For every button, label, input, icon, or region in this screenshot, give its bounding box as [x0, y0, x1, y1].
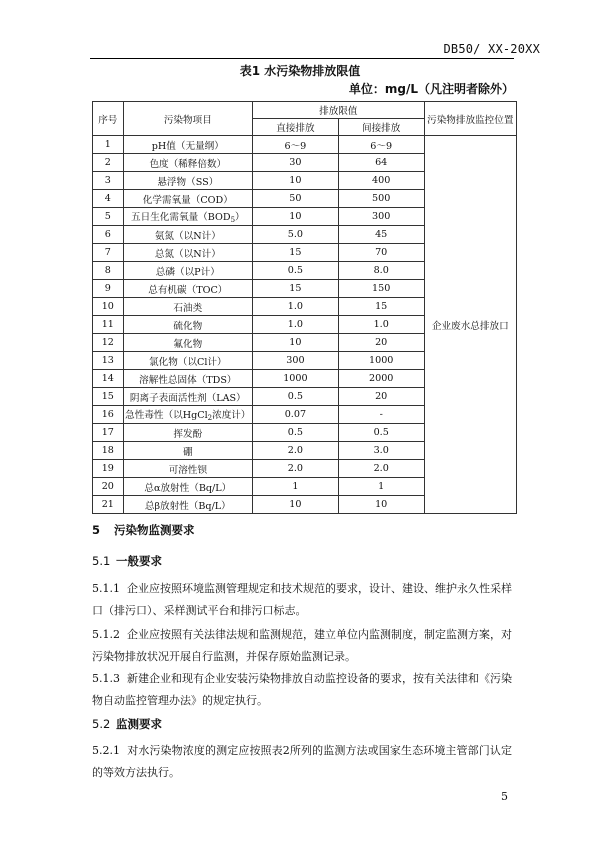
cell-no: 6 — [93, 226, 124, 244]
cell-item: 石油类 — [123, 298, 252, 316]
cell-indirect: 500 — [338, 190, 424, 208]
cell-no: 21 — [93, 496, 124, 514]
cell-item: 挥发酚 — [123, 424, 252, 442]
clause-number: 5.1.2 — [92, 628, 120, 641]
cell-no: 10 — [93, 298, 124, 316]
cell-indirect: 15 — [338, 298, 424, 316]
paragraph-5-2-1 — [92, 740, 512, 784]
cell-direct: 30 — [253, 154, 339, 172]
cell-indirect: 20 — [338, 334, 424, 352]
section-5-1-heading — [92, 553, 162, 569]
cell-direct: 1.0 — [253, 316, 339, 334]
cell-item: 阴离子表面活性剂（LAS） — [123, 388, 252, 406]
cell-item: 总β放射性（Bq/L） — [123, 496, 252, 514]
cell-indirect: 150 — [338, 280, 424, 298]
cell-item: pH值（无量纲） — [123, 136, 252, 154]
unit-note: 单位：mg/L（凡注明者除外） — [348, 82, 514, 96]
cell-indirect: 300 — [338, 208, 424, 226]
paragraph-5-1-1 — [92, 578, 512, 622]
cell-item: 总α放射性（Bq/L） — [123, 478, 252, 496]
paragraph-5-1-3 — [92, 668, 512, 712]
table-row — [93, 136, 517, 154]
cell-indirect: 1 — [338, 478, 424, 496]
item-text: ） — [235, 212, 245, 223]
cell-direct: 50 — [253, 190, 339, 208]
cell-direct: 15 — [253, 280, 339, 298]
cell-no: 20 — [93, 478, 124, 496]
cell-direct: 0.07 — [253, 406, 339, 424]
cell-no: 19 — [93, 460, 124, 478]
item-text: 急性毒性（以HgCl — [125, 410, 208, 421]
cell-indirect: 0.5 — [338, 424, 424, 442]
section-number: 5 — [92, 523, 101, 537]
cell-indirect: 3.0 — [338, 442, 424, 460]
cell-item: 氟化物 — [123, 334, 252, 352]
section-title: 一般要求 — [116, 554, 162, 568]
section-title: 污染物监测要求 — [114, 523, 195, 537]
header-no: 序号 — [93, 102, 124, 136]
cell-direct: 1.0 — [253, 298, 339, 316]
cell-no: 8 — [93, 262, 124, 280]
section-5-heading — [92, 522, 195, 538]
cell-item: 氯化物（以Cl计） — [123, 352, 252, 370]
cell-direct: 0.5 — [253, 388, 339, 406]
section-5-2-heading — [92, 716, 162, 732]
table-title: 表1 水污染物排放限值 — [239, 64, 361, 78]
cell-indirect: 6～9 — [338, 136, 424, 154]
cell-item: 硼 — [123, 442, 252, 460]
cell-indirect: 2.0 — [338, 460, 424, 478]
cell-direct: 10 — [253, 208, 339, 226]
header-limit-group: 排放限值 — [253, 102, 425, 119]
cell-direct: 0.5 — [253, 424, 339, 442]
cell-no: 2 — [93, 154, 124, 172]
section-title: 监测要求 — [116, 717, 162, 731]
cell-location: 企业废水总排放口 — [424, 136, 516, 514]
cell-no: 13 — [93, 352, 124, 370]
cell-no: 16 — [93, 406, 124, 424]
header-direct: 直接排放 — [253, 119, 339, 136]
paragraph-5-1-2 — [92, 624, 512, 668]
clause-text: 对水污染物浓度的测定应按照表2所列的监测方法或国家生态环境主管部门认定的等效方法执行。 — [92, 744, 512, 779]
cell-no: 14 — [93, 370, 124, 388]
cell-item: 氨氮（以N计） — [123, 226, 252, 244]
cell-item: 溶解性总固体（TDS） — [123, 370, 252, 388]
cell-no: 3 — [93, 172, 124, 190]
cell-no: 15 — [93, 388, 124, 406]
section-number: 5.2 — [92, 717, 111, 731]
cell-indirect: 400 — [338, 172, 424, 190]
item-text: 五日生化需氧量（BOD — [131, 212, 231, 223]
cell-no: 5 — [93, 208, 124, 226]
cell-no: 1 — [93, 136, 124, 154]
cell-direct: 6～9 — [253, 136, 339, 154]
cell-item: 总有机碳（TOC） — [123, 280, 252, 298]
header-indirect: 间接排放 — [338, 119, 424, 136]
cell-indirect: 1.0 — [338, 316, 424, 334]
section-number: 5.1 — [92, 554, 111, 568]
cell-item — [123, 406, 252, 424]
cell-direct: 0.5 — [253, 262, 339, 280]
cell-no: 7 — [93, 244, 124, 262]
cell-item: 硫化物 — [123, 316, 252, 334]
clause-text: 企业应按照环境监测管理规定和技术规范的要求，设计、建设、维护永久性采样口（排污口）、采样测试平台和排污口标志。 — [92, 582, 512, 617]
cell-item: 总磷（以P计） — [123, 262, 252, 280]
cell-indirect: 45 — [338, 226, 424, 244]
cell-item: 悬浮物（SS） — [123, 172, 252, 190]
cell-direct: 2.0 — [253, 460, 339, 478]
cell-indirect: 8.0 — [338, 262, 424, 280]
cell-no: 12 — [93, 334, 124, 352]
cell-direct: 1 — [253, 478, 339, 496]
clause-text: 新建企业和现有企业安装污染物排放自动监控设备的要求，按有关法律和《污染物自动监控管理办法》的规定执行。 — [92, 672, 512, 707]
header-item: 污染物项目 — [123, 102, 252, 136]
cell-item: 可溶性钡 — [123, 460, 252, 478]
cell-item: 总氮（以N计） — [123, 244, 252, 262]
document-code: DB50/ XX-20XX — [443, 42, 540, 56]
cell-item: 化学需氧量（COD） — [123, 190, 252, 208]
cell-no: 11 — [93, 316, 124, 334]
cell-direct: 15 — [253, 244, 339, 262]
cell-no: 18 — [93, 442, 124, 460]
header-rule — [90, 58, 514, 59]
cell-direct: 10 — [253, 172, 339, 190]
table-body — [93, 136, 517, 514]
cell-indirect: 70 — [338, 244, 424, 262]
cell-direct: 5.0 — [253, 226, 339, 244]
cell-no: 17 — [93, 424, 124, 442]
cell-indirect: 1000 — [338, 352, 424, 370]
clause-number: 5.2.1 — [92, 744, 120, 757]
cell-no: 9 — [93, 280, 124, 298]
cell-no: 4 — [93, 190, 124, 208]
clause-text: 企业应按照有关法律法规和监测规范，建立单位内监测制度，制定监测方案，对污染物排放状况开展自行监测，并保存原始监测记录。 — [92, 628, 512, 663]
cell-direct: 10 — [253, 334, 339, 352]
item-text: 浓度计） — [212, 410, 251, 421]
clause-number: 5.1.1 — [92, 582, 120, 595]
item-subscript: 2 — [207, 414, 213, 422]
cell-indirect: - — [338, 406, 424, 424]
cell-indirect: 64 — [338, 154, 424, 172]
page-number: 5 — [501, 790, 508, 803]
cell-indirect: 10 — [338, 496, 424, 514]
cell-direct: 10 — [253, 496, 339, 514]
cell-direct: 2.0 — [253, 442, 339, 460]
cell-item: 色度（稀释倍数） — [123, 154, 252, 172]
cell-indirect: 2000 — [338, 370, 424, 388]
cell-item — [123, 208, 252, 226]
cell-direct: 300 — [253, 352, 339, 370]
emission-limits-table — [92, 101, 517, 514]
cell-indirect: 20 — [338, 388, 424, 406]
clause-number: 5.1.3 — [92, 672, 120, 685]
header-location: 污染物排放监控位置 — [424, 102, 516, 136]
item-subscript: 5 — [230, 216, 236, 224]
cell-direct: 1000 — [253, 370, 339, 388]
